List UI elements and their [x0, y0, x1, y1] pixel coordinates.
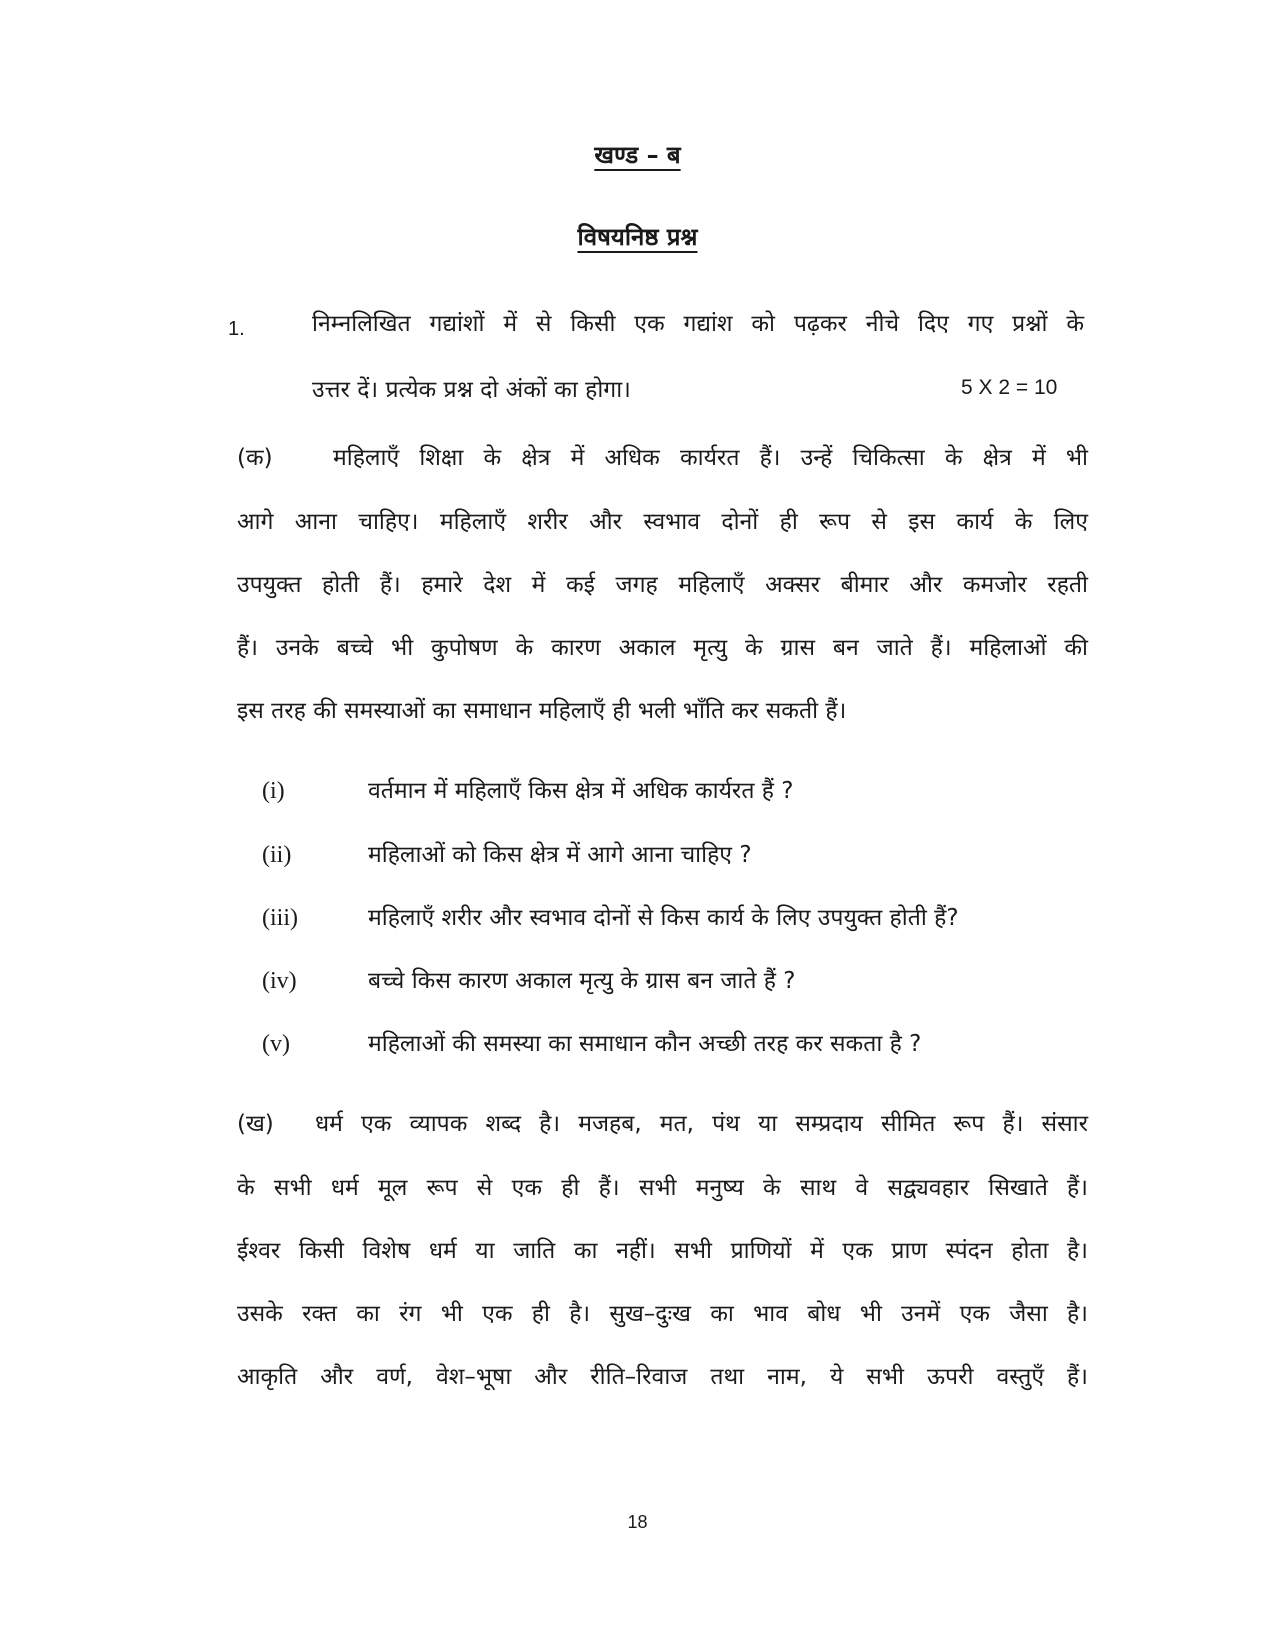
sub-question	[262, 963, 796, 995]
page-number: 18	[627, 1512, 648, 1532]
sub-question-number: (v)	[262, 1031, 290, 1057]
passage-kha-line: उसके रक्त का रंग भी एक ही है। सुख–दुःख का भाव बोध भी उनमें एक जैसा है।	[237, 1301, 1088, 1327]
passage-kha-label: (ख)	[237, 1111, 274, 1137]
passage-ka-line	[237, 440, 1088, 472]
passage-kha-line-text: धर्म एक व्यापक शब्द है। मजहब, मत, पंथ या सम्प्रदाय सीमित रूप हैं। संसार	[315, 1111, 1088, 1137]
sub-question-text: वर्तमान में महिलाएँ किस क्षेत्र में अधिक कार्यरत हैं ?	[368, 778, 794, 804]
passage-ka-line: इस तरह की समस्याओं का समाधान महिलाएँ ही भली भाँति कर सकती हैं।	[237, 698, 847, 724]
sub-question-text: बच्चे किस कारण अकाल मृत्यु के ग्रास बन जाते हैं ?	[368, 968, 796, 994]
sub-question-text: महिलाएँ शरीर और स्वभाव दोनों से किस कार्य के लिए उपयुक्त होती हैं?	[368, 905, 959, 931]
section-heading: खण्ड – ब	[594, 141, 681, 169]
sub-question	[262, 1026, 921, 1058]
sub-question-number: (ii)	[262, 842, 292, 868]
passage-kha-line: आकृति और वर्ण, वेश–भूषा और रीति–रिवाज तथा नाम, ये सभी ऊपरी वस्तुएँ हैं।	[237, 1364, 1088, 1390]
passage-kha-line: के सभी धर्म मूल रूप से एक ही हैं। सभी मनुष्य के साथ वे सद्व्यवहार सिखाते हैं।	[237, 1175, 1088, 1201]
sub-question-number: (iv)	[262, 968, 297, 994]
subjective-questions-heading: विषयनिष्ठ प्रश्न	[577, 223, 698, 251]
passage-ka-line: उपयुक्त होती हैं। हमारे देश में कई जगह महिलाएँ अक्सर बीमार और कमजोर रहती	[237, 572, 1088, 598]
passage-ka-line: हैं। उनके बच्चे भी कुपोषण के कारण अकाल मृत्यु के ग्रास बन जाते हैं। महिलाओं की	[237, 635, 1088, 661]
sub-question	[262, 773, 793, 805]
question-instruction-line-2: उत्तर दें। प्रत्येक प्रश्न दो अंकों का होगा।	[312, 377, 631, 403]
sub-question	[262, 900, 959, 932]
marks-scheme: 5 X 2 = 10	[961, 376, 1058, 399]
passage-ka-line: आगे आना चाहिए। महिलाएँ शरीर और स्वभाव दोनों ही रूप से इस कार्य के लिए	[237, 509, 1088, 535]
sub-question-text: महिलाओं को किस क्षेत्र में आगे आना चाहिए ?	[368, 842, 752, 868]
sub-question-number: (iii)	[262, 905, 298, 931]
sub-question	[262, 837, 752, 869]
question-instruction-line-1: निम्नलिखित गद्यांशों में से किसी एक गद्यांश को पढ़कर नीचे दिए गए प्रश्नों के	[312, 311, 1084, 337]
question-number: 1.	[228, 318, 245, 340]
passage-kha-line	[237, 1106, 1088, 1138]
passage-ka-label: (क)	[237, 445, 273, 471]
passage-kha-line: ईश्वर किसी विशेष धर्म या जाति का नहीं। सभी प्राणियों में एक प्राण स्पंदन होता है।	[237, 1238, 1088, 1264]
sub-question-number: (i)	[262, 778, 285, 804]
sub-question-text: महिलाओं की समस्या का समाधान कौन अच्छी तरह कर सकता है ?	[368, 1031, 922, 1057]
passage-ka-line-text: महिलाएँ शिक्षा के क्षेत्र में अधिक कार्यरत हैं। उन्हें चिकित्सा के क्षेत्र में भी	[333, 445, 1088, 471]
